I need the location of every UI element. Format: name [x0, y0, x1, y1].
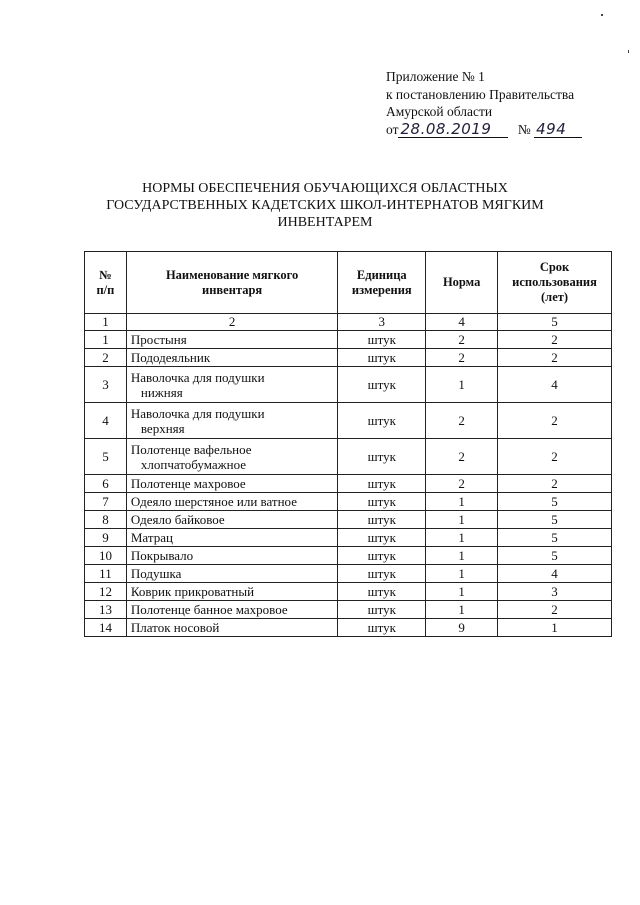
item-unit: штук	[338, 511, 426, 529]
item-name	[126, 475, 337, 493]
header-number	[85, 252, 127, 314]
table-row	[85, 439, 612, 475]
item-name-line: Простыня	[130, 332, 187, 347]
item-unit: штук	[338, 601, 426, 619]
row-number: 13	[85, 601, 127, 619]
table-row	[85, 331, 612, 349]
row-number: 8	[85, 511, 127, 529]
item-name	[126, 511, 337, 529]
item-name	[126, 439, 337, 475]
item-name-line: Полотенце банное махровое	[130, 602, 288, 617]
column-index: 4	[426, 314, 498, 331]
header-text: Единица	[356, 267, 407, 282]
header-text: Наименование мягкого	[165, 267, 299, 282]
item-name-line: Матрац	[130, 530, 173, 545]
appendix-region: Амурской области	[386, 104, 493, 119]
item-name-line: хлопчатобумажное	[140, 456, 247, 472]
item-name	[126, 529, 337, 547]
item-norm: 2	[426, 349, 498, 367]
item-norm: 1	[426, 529, 498, 547]
item-unit: штук	[338, 439, 426, 475]
item-name-line: Коврик прикроватный	[130, 584, 255, 599]
item-term: 5	[498, 529, 612, 547]
item-term: 3	[498, 583, 612, 601]
row-number: 4	[85, 403, 127, 439]
item-norm: 1	[426, 367, 498, 403]
item-norm: 1	[426, 583, 498, 601]
item-name-line: Пододеяльник	[130, 350, 211, 365]
norms-table	[84, 251, 612, 637]
appendix-title: Приложение № 1	[386, 69, 485, 84]
item-name	[126, 493, 337, 511]
item-term: 5	[498, 493, 612, 511]
row-number: 10	[85, 547, 127, 565]
table-row	[85, 601, 612, 619]
table-row	[85, 349, 612, 367]
header-unit	[338, 252, 426, 314]
header-text: измерения	[351, 282, 412, 297]
handwritten-date: 28.08.2019	[398, 121, 508, 138]
item-term: 5	[498, 547, 612, 565]
header-term	[498, 252, 612, 314]
header-text: №	[99, 267, 112, 282]
item-name-line: Платок носовой	[130, 620, 220, 635]
item-term: 4	[498, 565, 612, 583]
scan-speck	[628, 50, 629, 53]
table-row	[85, 493, 612, 511]
item-name-line: Наволочка для подушки	[130, 369, 265, 385]
document-title	[90, 180, 560, 231]
item-name	[126, 565, 337, 583]
item-unit: штук	[338, 565, 426, 583]
item-name	[126, 403, 337, 439]
item-name	[126, 583, 337, 601]
table-row	[85, 529, 612, 547]
item-unit: штук	[338, 349, 426, 367]
item-name	[126, 367, 337, 403]
item-name	[126, 619, 337, 637]
table-row	[85, 367, 612, 403]
item-term: 2	[498, 439, 612, 475]
header-text: (лет)	[541, 290, 569, 304]
item-unit: штук	[338, 331, 426, 349]
item-unit: штук	[338, 403, 426, 439]
item-term: 5	[498, 511, 612, 529]
table-row	[85, 583, 612, 601]
column-index-row	[85, 314, 612, 331]
item-term: 2	[498, 349, 612, 367]
item-unit: штук	[338, 547, 426, 565]
appendix-decree: к постановлению Правительства	[386, 86, 575, 102]
item-norm: 2	[426, 331, 498, 349]
header-text: Срок	[539, 260, 570, 274]
column-index: 5	[498, 314, 612, 331]
item-name-line: Полотенце махровое	[130, 476, 246, 491]
item-term: 2	[498, 475, 612, 493]
item-norm: 1	[426, 511, 498, 529]
row-number: 5	[85, 439, 127, 475]
item-unit: штук	[338, 493, 426, 511]
header-text: использования	[512, 275, 597, 289]
item-unit: штук	[338, 619, 426, 637]
row-number: 3	[85, 367, 127, 403]
item-norm: 1	[426, 601, 498, 619]
item-norm: 1	[426, 565, 498, 583]
row-number: 14	[85, 619, 127, 637]
row-number: 12	[85, 583, 127, 601]
table-row	[85, 403, 612, 439]
row-number: 9	[85, 529, 127, 547]
item-name-line: Одеяло байковое	[130, 512, 225, 527]
item-norm: 9	[426, 619, 498, 637]
item-norm: 1	[426, 547, 498, 565]
item-norm: 2	[426, 403, 498, 439]
header-name	[126, 252, 337, 314]
row-number: 6	[85, 475, 127, 493]
item-unit: штук	[338, 475, 426, 493]
item-term: 4	[498, 367, 612, 403]
item-unit: штук	[338, 583, 426, 601]
item-unit: штук	[338, 529, 426, 547]
row-number: 2	[85, 349, 127, 367]
item-term: 2	[498, 403, 612, 439]
item-name	[126, 349, 337, 367]
row-number: 1	[85, 331, 127, 349]
title-line: НОРМЫ ОБЕСПЕЧЕНИЯ ОБУЧАЮЩИХСЯ ОБЛАСТНЫХ	[142, 181, 508, 196]
scan-speck	[601, 14, 603, 16]
item-name	[126, 601, 337, 619]
table-row	[85, 619, 612, 637]
header-norm: Норма	[426, 252, 498, 314]
date-prefix: от	[386, 121, 399, 137]
item-name-line: Полотенце вафельное	[130, 441, 252, 457]
item-name	[126, 547, 337, 565]
number-prefix: №	[517, 121, 531, 137]
item-term: 1	[498, 619, 612, 637]
table-header-row	[85, 252, 612, 314]
item-name-line: Наволочка для подушки	[130, 405, 265, 421]
table-body	[85, 331, 612, 637]
title-line: ГОСУДАРСТВЕННЫХ КАДЕТСКИХ ШКОЛ-ИНТЕРНАТОВ МЯГКИМ	[106, 198, 544, 213]
header-text: п/п	[96, 282, 115, 297]
item-name-line: Одеяло шерстяное или ватное	[130, 494, 297, 509]
handwritten-number: 494	[534, 121, 582, 138]
header-text: инвентаря	[202, 282, 263, 297]
item-unit: штук	[338, 367, 426, 403]
column-index: 1	[85, 314, 127, 331]
item-name-line: верхняя	[140, 420, 185, 436]
item-name-line: Покрывало	[130, 548, 194, 563]
table-row	[85, 565, 612, 583]
row-number: 7	[85, 493, 127, 511]
item-term: 2	[498, 601, 612, 619]
item-norm: 2	[426, 475, 498, 493]
table-row	[85, 511, 612, 529]
appendix-block	[386, 68, 626, 141]
item-norm: 1	[426, 493, 498, 511]
item-name-line: Подушка	[130, 566, 182, 581]
row-number: 11	[85, 565, 127, 583]
table-row	[85, 547, 612, 565]
table-row	[85, 475, 612, 493]
column-index: 3	[338, 314, 426, 331]
item-name	[126, 331, 337, 349]
item-norm: 2	[426, 439, 498, 475]
column-index: 2	[126, 314, 337, 331]
title-line: ИНВЕНТАРЕМ	[277, 215, 373, 230]
item-term: 2	[498, 331, 612, 349]
item-name-line: нижняя	[140, 384, 183, 400]
appendix-date-line	[386, 121, 626, 141]
